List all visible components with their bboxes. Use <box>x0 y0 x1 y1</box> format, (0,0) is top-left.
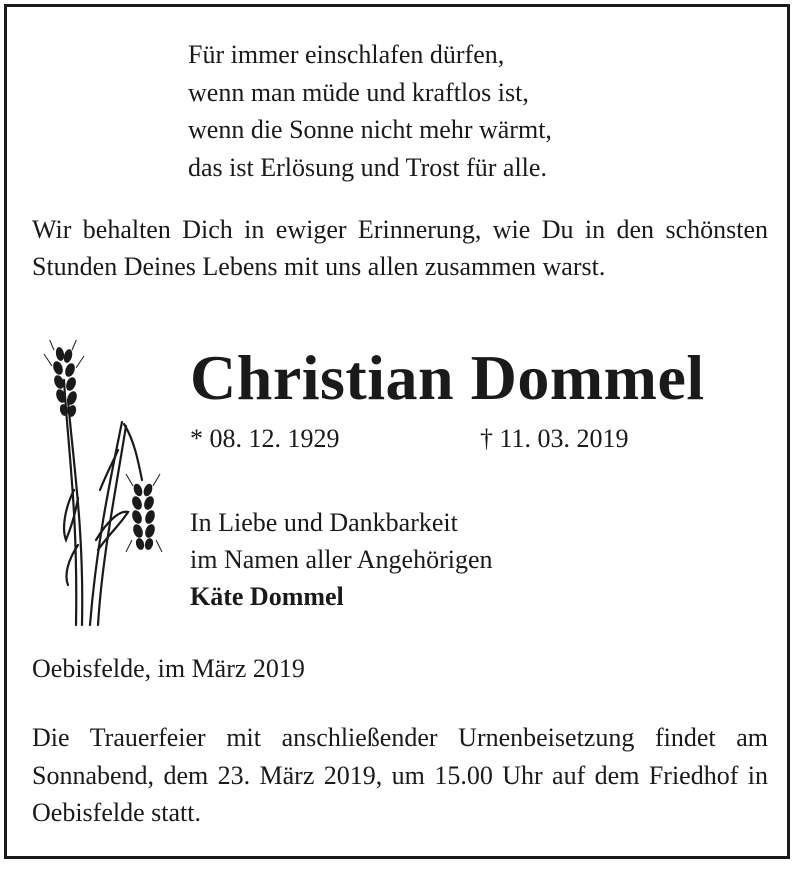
signature-line: In Liebe und Dankbarkeit <box>190 508 458 537</box>
poem-line: das ist Erlösung und Trost für alle. <box>188 152 547 182</box>
place-date: Oebisfelde, im März 2019 <box>32 654 305 683</box>
poem-line: wenn die Sonne nicht mehr wärmt, <box>188 115 552 144</box>
signature-block <box>190 504 493 615</box>
death-date: † 11. 03. 2019 <box>480 424 629 453</box>
birth-date: * 08. 12. 1929 <box>190 424 340 453</box>
ceremony-text: Die Trauerfeier mit anschließender Urnenbeisetzung findet am Sonnabend, dem 23. März 2019, um 15.00 Uhr auf dem Friedhof in Oebisfelde statt. <box>32 723 768 827</box>
deceased-name: Christian Dommel <box>190 342 705 413</box>
wheat-ears-icon <box>38 340 168 630</box>
poem-line: wenn man müde und kraftlos ist, <box>188 77 529 107</box>
signer-name: Käte Dommel <box>190 582 344 611</box>
signature-line: im Namen aller Angehörigen <box>190 545 493 574</box>
memory-text: Wir behalten Dich in ewiger Erinnerung, wie Du in den schönsten Stunden Deines Lebens mit uns allen zusammen warst. <box>32 215 768 281</box>
poem-line: Für immer einschlafen dürfen, <box>188 40 505 69</box>
poem <box>188 36 552 186</box>
